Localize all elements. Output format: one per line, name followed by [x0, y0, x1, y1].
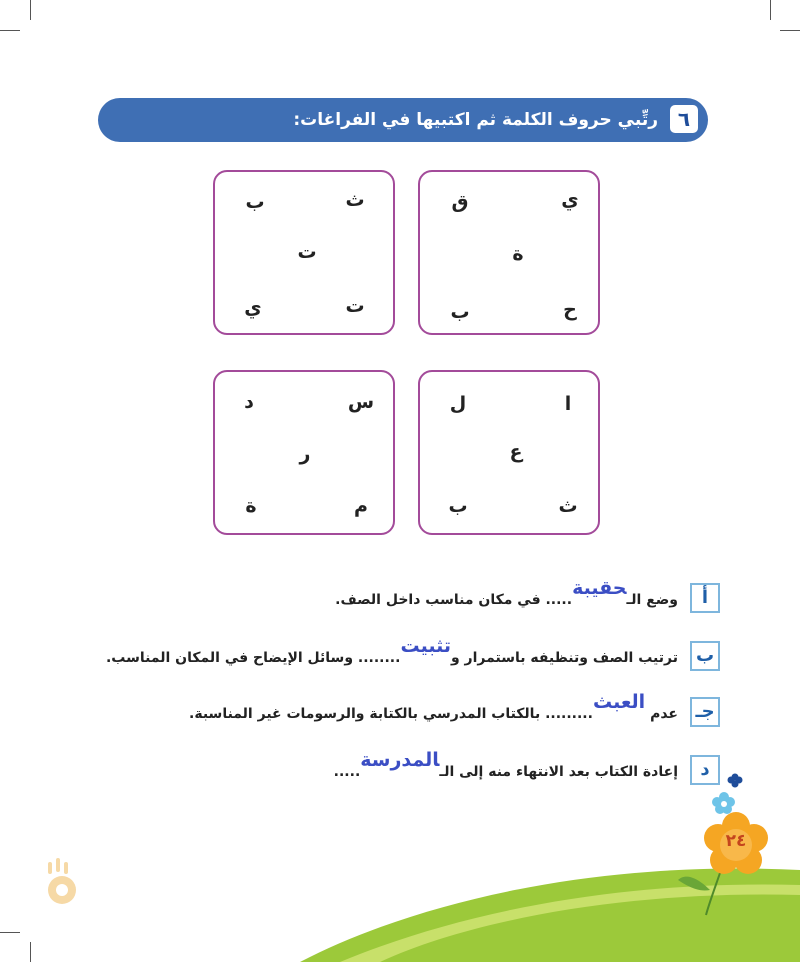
item-label: أ	[690, 583, 720, 613]
letter-bl: ب	[448, 495, 468, 517]
letter-tr: ث	[345, 189, 365, 211]
letter-tr: ي	[561, 189, 579, 211]
item-text-after: .....	[333, 764, 361, 780]
grass-decoration	[300, 868, 800, 962]
letter-tr: س	[347, 391, 375, 413]
letter-center: ر	[299, 443, 311, 465]
item-text-before: وضع الـ	[626, 592, 678, 608]
letter-br: ث	[558, 495, 578, 517]
letter-tl: ل	[449, 393, 467, 415]
item-text-before: عدم	[645, 706, 678, 722]
letter-tl: د	[244, 391, 254, 413]
publisher-logo-icon	[48, 858, 76, 904]
item-text-before: إعادة الكتاب بعد الانتهاء منه إلى الـ	[439, 764, 678, 780]
item-answer[interactable]: حقيبة	[572, 577, 627, 599]
letter-center: ت	[297, 241, 317, 263]
exercise-number: ٦	[670, 105, 698, 133]
item-answer[interactable]: تثبيت	[400, 635, 451, 657]
letter-bl: ي	[244, 297, 262, 319]
exercise-instruction: رتِّبي حروف الكلمة ثم اكتبيها في الفراغات:	[293, 110, 658, 130]
letter-br: م	[354, 495, 368, 517]
item-text-after: ..... في مكان مناسب داخل الصف.	[335, 592, 573, 608]
letter-br: ح	[563, 299, 577, 321]
small-flower-icon	[712, 792, 735, 814]
item-text-after: ......... بالكتاب المدرسي بالكتابة والرسومات غير المناسبة.	[189, 706, 593, 722]
letter-center: ع	[509, 441, 523, 463]
letter-bl: ة	[245, 495, 257, 517]
item-label: ب	[690, 641, 720, 671]
letter-bl: ب	[450, 301, 470, 323]
letter-br: ت	[345, 295, 365, 317]
item-text-before: ترتيب الصف وتنظيفه باستمرار و	[450, 650, 678, 666]
page-number: ٢٤	[725, 831, 747, 851]
letter-center: ة	[512, 243, 524, 265]
item-label: جـ	[690, 697, 720, 727]
small-flower-icon	[728, 774, 743, 788]
letter-tl: ب	[245, 191, 265, 213]
item-answer[interactable]: العبث	[592, 691, 646, 713]
letter-tl: ق	[451, 191, 469, 213]
item-label: د	[690, 755, 720, 785]
item-text-after: ........ وسائل الإيضاح في المكان المناسب.	[105, 650, 401, 666]
item-answer[interactable]: المدرسة	[360, 749, 440, 771]
letter-tr: ا	[564, 393, 572, 415]
